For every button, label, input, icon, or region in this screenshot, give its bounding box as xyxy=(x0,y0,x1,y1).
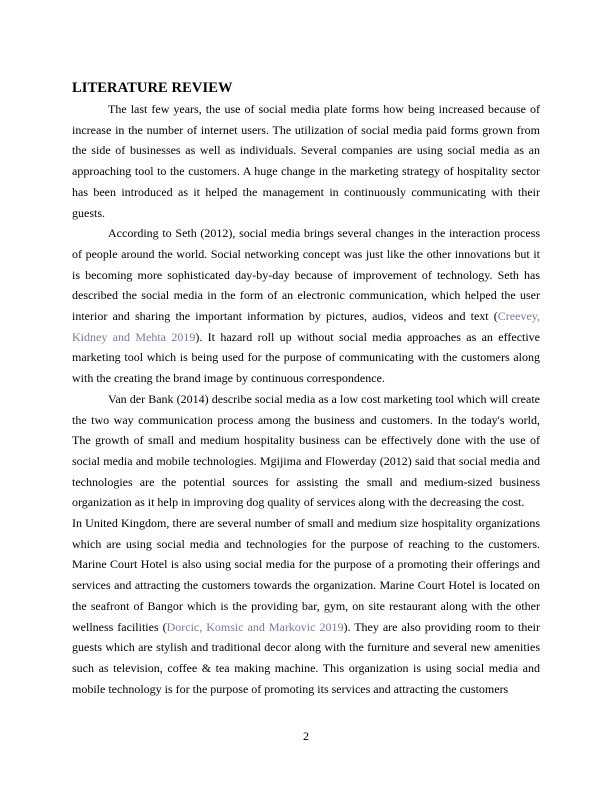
paragraph-1: The last few years, the use of social media plate forms how being increased because of increase in the number of internet users. The utilization of social media paid forms grown from the side of businesses as well as individuals. Several companies are using social media as an approaching tool to the customers. A huge change in the marketing strategy of hospitality sector has been introduced as it helped the management in continuously communicating with their guests. xyxy=(72,102,540,220)
paragraph-4 xyxy=(72,513,540,699)
section-heading: LITERATURE REVIEW xyxy=(72,80,233,96)
paragraph-2-text-end: ). It hazard roll up without social media approaches as an effective marketing tool which is being used for the purpose of communicating with the customers along with the creating the brand image by continuous correspondence. xyxy=(72,329,541,386)
paragraph-3: Van der Bank (2014) describe social media as a low cost marketing tool which will create the two way communication process among the business and customers. In the today's world, The growth of small and medium hospitality business can be effectively done with the use of social media and mobile technologies. Mgijima and Flowerday (2012) said that social media and technologies are the potential sources for assisting the small and medium-sized business organization as it help in improving dog quality of services along with the decreasing the cost. xyxy=(72,391,540,510)
paragraph-4-text-start: In United Kingdom, there are several number of small and medium size hospitality organizations which are using social media and technologies for the purpose of reaching to the customers. Marine Court Hotel is also using social media for the purpose of a promoting their offerings and services and attracting the customers towards the organization. Marine Court Hotel is located on the seafront of Bangor which is the providing bar, gym, on site restaurant along with the other wellness facilities ( xyxy=(72,516,540,634)
paragraph-2 xyxy=(72,223,540,389)
citation-creevey: Creevey, Kidney and Mehta 2019 xyxy=(72,309,540,344)
citation-dorcic: Dorcic, Komsic and Markovic 2019 xyxy=(166,619,344,634)
paragraph-2-text-start: According to Seth (2012), social media brings several changes in the interaction process of people around the world. Social networking concept was just like the other innovations but it is becoming more sophisticated day-by-day because of improvement of technology. Seth has described the social media in the form of an electronic communication, which helped the user interior and sharing the important information by pictures, audios, videos and text ( xyxy=(72,226,540,324)
paragraph-4-text-end: ). They are also providing room to their guests which are stylish and traditional decor along with the furniture and several new amenities such as television, coffee & tea making machine. This organization is using social media and mobile technology is for the purpose of promoting its services and attracting the customers xyxy=(72,619,541,696)
document-page xyxy=(72,80,540,699)
page-number: 2 xyxy=(303,729,309,743)
